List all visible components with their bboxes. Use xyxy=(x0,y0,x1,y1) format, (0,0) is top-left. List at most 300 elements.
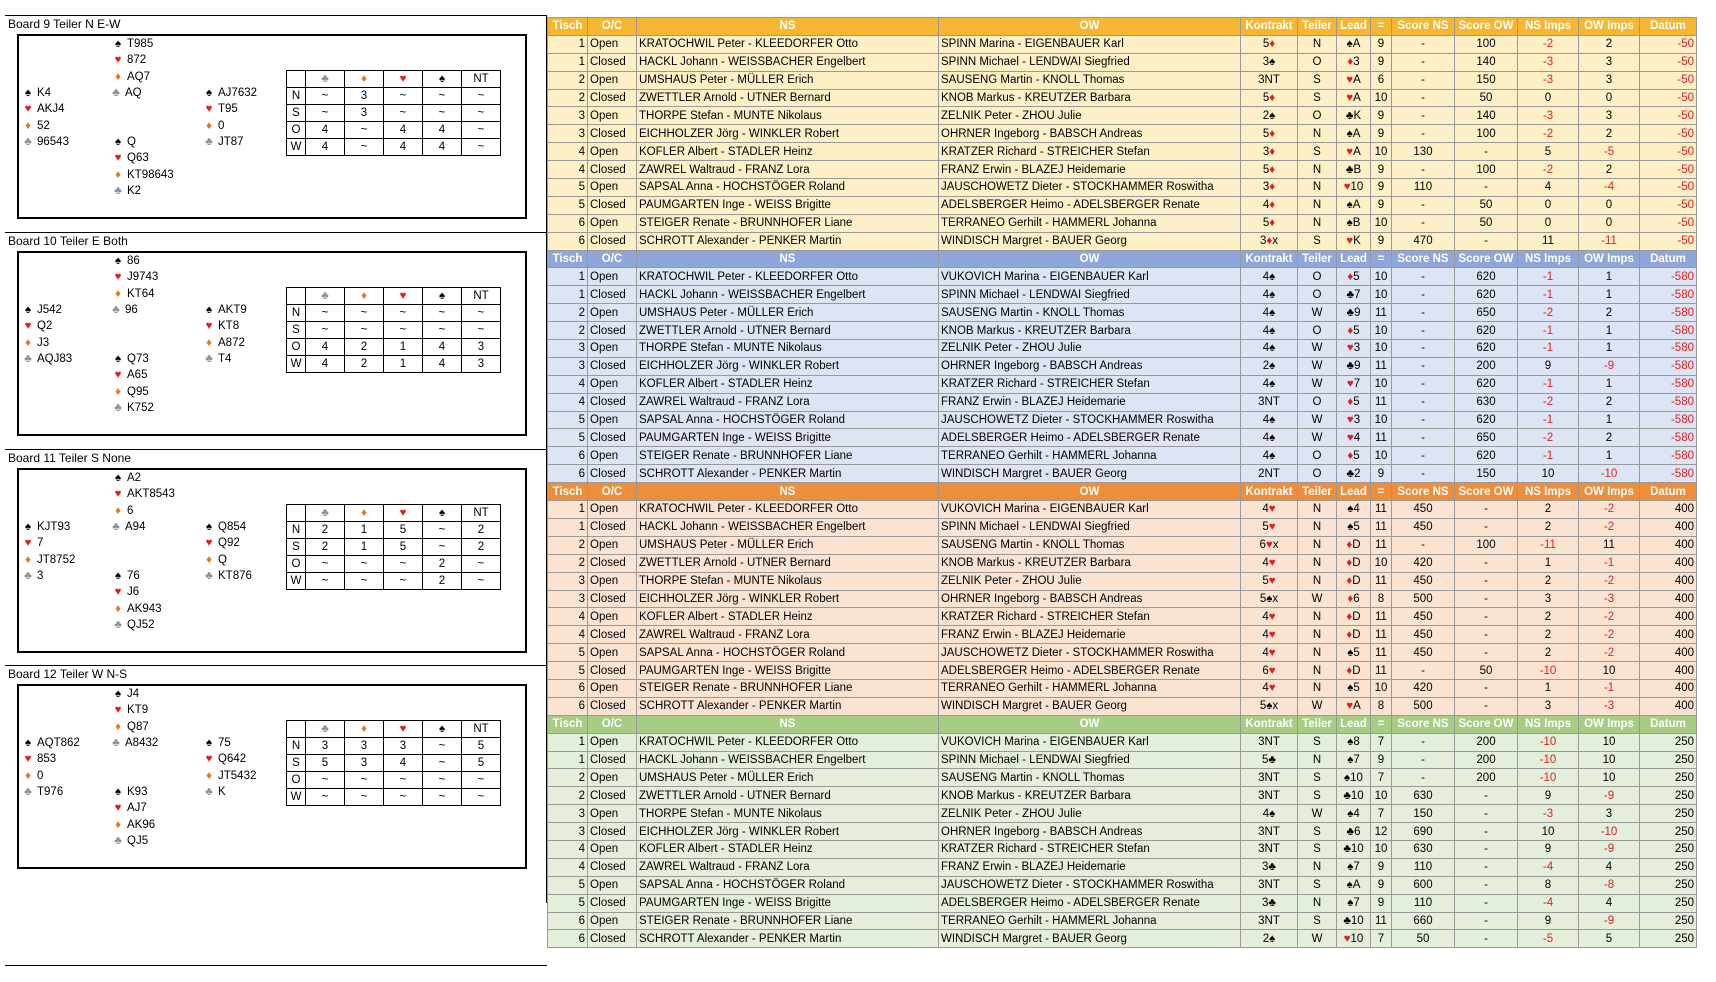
tricks-cell: ~ xyxy=(345,322,384,339)
tricks-cell: 5 xyxy=(306,755,345,772)
datum-cell: -50 xyxy=(1640,71,1697,89)
hand-west-clubs xyxy=(19,351,72,367)
tisch-cell: 1 xyxy=(548,751,588,769)
hand-east xyxy=(200,302,247,367)
ow-pair-cell: WINDISCH Margret - BAUER Georg xyxy=(939,930,1241,948)
tricks-cell: 7 xyxy=(1371,805,1392,823)
tisch-cell: 2 xyxy=(548,322,588,340)
board-diagram xyxy=(5,15,547,253)
score-ow-cell: - xyxy=(1455,501,1518,519)
oc-cell: Closed xyxy=(588,858,637,876)
dealer-cell: N xyxy=(1298,179,1337,197)
hand-east-spades xyxy=(200,735,256,751)
oc-cell: Open xyxy=(588,572,637,590)
datum-cell: -50 xyxy=(1640,143,1697,161)
lead-cell: ♥10 xyxy=(1337,930,1371,948)
heart-icon: ♥ xyxy=(114,488,122,501)
ns-pair-cell: ZWETTLER Arnold - UTNER Bernard xyxy=(637,787,939,805)
column-header: OW xyxy=(939,715,1241,733)
contract-cell: 2♠ xyxy=(1241,107,1298,125)
tisch-cell: 6 xyxy=(548,447,588,465)
hand-east xyxy=(200,735,256,800)
table-row xyxy=(548,518,1697,536)
table-row xyxy=(548,769,1697,787)
tricks-cell: ~ xyxy=(306,322,345,339)
ns-imps-cell: -10 xyxy=(1518,769,1579,787)
ow-pair-cell: TERRANEO Gerhilt - HAMMERL Johanna xyxy=(939,679,1241,697)
dealer-cell: W xyxy=(1298,697,1337,715)
diamond-icon: ♦ xyxy=(206,769,212,782)
ns-imps-cell: 8 xyxy=(1518,876,1579,894)
datum-cell: -580 xyxy=(1640,429,1697,447)
ns-pair-cell: STEIGER Renate - BRUNNHOFER Liane xyxy=(637,679,939,697)
table-row xyxy=(548,268,1697,286)
dealer-cell: W xyxy=(1298,590,1337,608)
tricks-cell: 11 xyxy=(1371,357,1392,375)
oc-cell: Open xyxy=(588,411,637,429)
ns-imps-cell: -3 xyxy=(1518,805,1579,823)
tricks-row xyxy=(287,573,501,590)
oc-cell: Closed xyxy=(588,232,637,250)
ns-imps-cell: -1 xyxy=(1518,375,1579,393)
card-holding: Q63 xyxy=(127,152,149,165)
strain-header: ♣ xyxy=(306,721,345,738)
corner-cell xyxy=(287,505,306,522)
heart-icon: ♥ xyxy=(24,320,32,333)
datum-cell: 400 xyxy=(1640,608,1697,626)
column-header: O/C xyxy=(588,483,637,501)
hand-west xyxy=(19,302,72,367)
card-holding: A872 xyxy=(218,336,245,349)
ns-imps-cell: 2 xyxy=(1518,518,1579,536)
lead-cell: ♠5 xyxy=(1337,644,1371,662)
hand-north-hearts xyxy=(109,702,158,718)
ow-imps-cell: -2 xyxy=(1579,644,1640,662)
dealer-cell: N xyxy=(1298,125,1337,143)
score-ns-cell: - xyxy=(1392,751,1455,769)
ns-pair-cell: KRATOCHWIL Peter - KLEEDORFER Otto xyxy=(637,733,939,751)
datum-cell: 250 xyxy=(1640,876,1697,894)
lead-cell: ♥A xyxy=(1337,697,1371,715)
seat-label: O xyxy=(287,339,306,356)
column-header: Lead xyxy=(1337,483,1371,501)
datum-cell: -50 xyxy=(1640,232,1697,250)
score-ow-cell: 100 xyxy=(1455,35,1518,53)
ow-pair-cell: JAUSCHOWETZ Dieter - STOCKHAMMER Roswitha xyxy=(939,179,1241,197)
contract-cell: 4♠ xyxy=(1241,375,1298,393)
score-ow-cell: - xyxy=(1455,858,1518,876)
ow-imps-cell: -9 xyxy=(1579,357,1640,375)
ns-imps-cell: -3 xyxy=(1518,107,1579,125)
tricks-cell: 5 xyxy=(384,522,423,539)
column-header: NS xyxy=(637,18,939,36)
contract-cell: 4♠ xyxy=(1241,304,1298,322)
tricks-cell: ~ xyxy=(345,772,384,789)
contract-cell: 4♥ xyxy=(1241,679,1298,697)
dealer-cell: O xyxy=(1298,286,1337,304)
hand-north-diamonds xyxy=(109,719,158,735)
hand-east-hearts xyxy=(200,535,252,551)
contract-cell: 4♥ xyxy=(1241,626,1298,644)
score-ns-cell: - xyxy=(1392,465,1455,483)
hand-east-diamonds xyxy=(200,335,247,351)
spade-icon: ♠ xyxy=(24,304,32,316)
club-icon: ♣ xyxy=(205,352,213,365)
contract-cell: 4♠ xyxy=(1241,411,1298,429)
hand-south-spades xyxy=(109,784,155,800)
seat-label: W xyxy=(287,356,306,373)
lead-cell: ♠A xyxy=(1337,876,1371,894)
hand-east-hearts xyxy=(200,318,247,334)
datum-cell: -580 xyxy=(1640,465,1697,483)
tricks-cell: 4 xyxy=(423,139,462,156)
ow-imps-cell: 1 xyxy=(1579,375,1640,393)
tricks-cell: 9 xyxy=(1371,161,1392,179)
double-dummy-table xyxy=(286,70,501,156)
tricks-cell: 9 xyxy=(1371,35,1392,53)
tricks-cell: ~ xyxy=(423,522,462,539)
score-ns-cell: 450 xyxy=(1392,572,1455,590)
tisch-cell: 3 xyxy=(548,805,588,823)
hand-east-spades xyxy=(200,302,247,318)
tricks-cell: 10 xyxy=(1371,214,1392,232)
column-header: Lead xyxy=(1337,18,1371,36)
tricks-cell: 2 xyxy=(462,522,501,539)
hand-north xyxy=(109,470,175,535)
tricks-cell: ~ xyxy=(306,105,345,122)
oc-cell: Open xyxy=(588,214,637,232)
oc-cell: Closed xyxy=(588,894,637,912)
ns-pair-cell: SAPSAL Anna - HOCHSTÖGER Roland xyxy=(637,644,939,662)
lead-cell: ♣9 xyxy=(1337,357,1371,375)
oc-cell: Open xyxy=(588,840,637,858)
ns-imps-cell: -4 xyxy=(1518,894,1579,912)
tricks-cell: ~ xyxy=(462,789,501,806)
hand-south-diamonds xyxy=(109,167,174,183)
tisch-cell: 5 xyxy=(548,876,588,894)
lead-cell: ♣2 xyxy=(1337,465,1371,483)
ns-pair-cell: UMSHAUS Peter - MÜLLER Erich xyxy=(637,769,939,787)
score-ow-cell: - xyxy=(1455,930,1518,948)
ow-pair-cell: ZELNIK Peter - ZHOU Julie xyxy=(939,107,1241,125)
ow-imps-cell: 10 xyxy=(1579,769,1640,787)
tisch-cell: 5 xyxy=(548,894,588,912)
ns-imps-cell: -1 xyxy=(1518,322,1579,340)
tricks-row xyxy=(287,539,501,556)
hand-west-spades xyxy=(19,85,69,101)
table-row xyxy=(548,107,1697,125)
tricks-cell: 7 xyxy=(1371,733,1392,751)
hand-south-clubs xyxy=(109,617,162,633)
hand-east-clubs xyxy=(200,568,252,584)
oc-cell: Closed xyxy=(588,590,637,608)
tisch-cell: 5 xyxy=(548,662,588,680)
oc-cell: Open xyxy=(588,340,637,358)
ow-imps-cell: -9 xyxy=(1579,912,1640,930)
contract-cell: 5♦ xyxy=(1241,214,1298,232)
board-diagram xyxy=(5,449,547,687)
ow-pair-cell: SAUSENG Martin - KNOLL Thomas xyxy=(939,304,1241,322)
lead-cell: ♦5 xyxy=(1337,268,1371,286)
tricks-cell: ~ xyxy=(423,322,462,339)
oc-cell: Open xyxy=(588,679,637,697)
card-holding: AQ7 xyxy=(127,70,151,83)
strain-header: ♠ xyxy=(423,721,462,738)
tricks-cell: 11 xyxy=(1371,304,1392,322)
ns-pair-cell: EICHHOLZER Jörg - WINKLER Robert xyxy=(637,823,939,841)
tricks-cell: ~ xyxy=(423,305,462,322)
ow-pair-cell: WINDISCH Margret - BAUER Georg xyxy=(939,232,1241,250)
oc-cell: Open xyxy=(588,35,637,53)
ow-imps-cell: 10 xyxy=(1579,662,1640,680)
lead-cell: ♠7 xyxy=(1337,751,1371,769)
tricks-cell: ~ xyxy=(345,122,384,139)
card-holding: J542 xyxy=(37,304,62,316)
score-ow-cell: - xyxy=(1455,840,1518,858)
column-header: Datum xyxy=(1640,18,1697,36)
ns-pair-cell: KRATOCHWIL Peter - KLEEDORFER Otto xyxy=(637,35,939,53)
card-holding: A94 xyxy=(125,520,146,533)
tricks-cell: 3 xyxy=(345,738,384,755)
strain-header: ♦ xyxy=(345,288,384,305)
tricks-row xyxy=(287,122,501,139)
spade-icon: ♠ xyxy=(114,255,122,267)
spade-icon: ♠ xyxy=(24,87,32,99)
hand-north-diamonds xyxy=(109,503,175,519)
ns-imps-cell: 3 xyxy=(1518,590,1579,608)
tricks-cell: 7 xyxy=(1371,769,1392,787)
tisch-cell: 6 xyxy=(548,697,588,715)
tricks-cell: 9 xyxy=(1371,858,1392,876)
tricks-row xyxy=(287,738,501,755)
diamond-icon: ♦ xyxy=(115,287,121,300)
dealer-cell: N xyxy=(1298,214,1337,232)
hand-south-hearts xyxy=(109,800,155,816)
score-ow-cell: 620 xyxy=(1455,286,1518,304)
ow-imps-cell: -1 xyxy=(1579,554,1640,572)
lead-cell: ♥A xyxy=(1337,89,1371,107)
column-header: Kontrakt xyxy=(1241,18,1298,36)
ow-pair-cell: OHRNER Ingeborg - BABSCH Andreas xyxy=(939,357,1241,375)
strain-header: ♥ xyxy=(384,721,423,738)
contract-cell: 3NT xyxy=(1241,769,1298,787)
score-ow-cell: 620 xyxy=(1455,375,1518,393)
table-row xyxy=(548,214,1697,232)
card-holding: K752 xyxy=(127,401,154,414)
ow-imps-cell: 1 xyxy=(1579,286,1640,304)
tricks-cell: 2 xyxy=(462,539,501,556)
score-ow-cell: - xyxy=(1455,572,1518,590)
score-ns-cell: - xyxy=(1392,107,1455,125)
datum-cell: -50 xyxy=(1640,89,1697,107)
tisch-cell: 6 xyxy=(548,679,588,697)
card-holding: KT8 xyxy=(218,320,240,333)
dealer-cell: N xyxy=(1298,554,1337,572)
hand-east-spades xyxy=(200,85,257,101)
tricks-row xyxy=(287,139,501,156)
table-row xyxy=(548,536,1697,554)
tricks-cell: 11 xyxy=(1371,662,1392,680)
tisch-cell: 3 xyxy=(548,340,588,358)
tricks-row xyxy=(287,772,501,789)
ns-pair-cell: ZWETTLER Arnold - UTNER Bernard xyxy=(637,89,939,107)
tricks-cell: 10 xyxy=(1371,89,1392,107)
contract-cell: 4♥ xyxy=(1241,501,1298,519)
card-holding: AJ7 xyxy=(127,802,147,815)
score-ns-cell: - xyxy=(1392,393,1455,411)
tisch-cell: 2 xyxy=(548,787,588,805)
tricks-cell: 4 xyxy=(423,122,462,139)
spade-icon: ♠ xyxy=(205,521,213,533)
dealer-cell: W xyxy=(1298,930,1337,948)
lead-cell: ♦3 xyxy=(1337,53,1371,71)
ns-imps-cell: -1 xyxy=(1518,286,1579,304)
hand-west xyxy=(19,85,69,150)
tricks-row xyxy=(287,556,501,573)
score-ow-cell: - xyxy=(1455,143,1518,161)
tricks-cell: 1 xyxy=(345,522,384,539)
ns-pair-cell: ZWETTLER Arnold - UTNER Bernard xyxy=(637,554,939,572)
oc-cell: Closed xyxy=(588,787,637,805)
column-header: Score NS xyxy=(1392,715,1455,733)
seat-label: N xyxy=(287,88,306,105)
board-title: Board 11 Teiler S None xyxy=(8,451,131,465)
club-icon: ♣ xyxy=(24,785,32,798)
datum-cell: 400 xyxy=(1640,554,1697,572)
tisch-cell: 1 xyxy=(548,53,588,71)
oc-cell: Closed xyxy=(588,196,637,214)
ns-imps-cell: -2 xyxy=(1518,429,1579,447)
hand-east-diamonds xyxy=(200,552,252,568)
ns-imps-cell: 2 xyxy=(1518,501,1579,519)
ns-pair-cell: SCHROTT Alexander - PENKER Martin xyxy=(637,697,939,715)
tricks-cell: 9 xyxy=(1371,107,1392,125)
tricks-cell: ~ xyxy=(384,556,423,573)
seat-label: S xyxy=(287,539,306,556)
strain-header: NT xyxy=(462,71,501,88)
datum-cell: -580 xyxy=(1640,286,1697,304)
oc-cell: Open xyxy=(588,447,637,465)
diamond-icon: ♦ xyxy=(115,720,121,733)
lead-cell: ♥3 xyxy=(1337,411,1371,429)
ow-pair-cell: SPINN Michael - LENDWAI Siegfried xyxy=(939,518,1241,536)
table-row xyxy=(548,179,1697,197)
column-header: Score NS xyxy=(1392,483,1455,501)
column-header: Score NS xyxy=(1392,18,1455,36)
tricks-cell: ~ xyxy=(462,556,501,573)
score-ow-cell: - xyxy=(1455,644,1518,662)
contract-cell: 4♠ xyxy=(1241,340,1298,358)
card-holding: JT8752 xyxy=(37,553,76,566)
dealer-cell: O xyxy=(1298,447,1337,465)
datum-cell: 400 xyxy=(1640,626,1697,644)
heart-icon: ♥ xyxy=(114,271,122,284)
hand-west-hearts xyxy=(19,535,75,551)
tisch-cell: 3 xyxy=(548,125,588,143)
tisch-cell: 2 xyxy=(548,769,588,787)
strain-header: ♠ xyxy=(423,288,462,305)
hand-east-hearts xyxy=(200,101,257,117)
ns-pair-cell: UMSHAUS Peter - MÜLLER Erich xyxy=(637,536,939,554)
card-holding: AKT8543 xyxy=(127,488,175,501)
ow-imps-cell: -10 xyxy=(1579,465,1640,483)
ns-imps-cell: 2 xyxy=(1518,608,1579,626)
contract-cell: 5♥ xyxy=(1241,518,1298,536)
card-holding: AQT862 xyxy=(37,737,80,749)
tricks-cell: ~ xyxy=(462,322,501,339)
ow-imps-cell: 3 xyxy=(1579,53,1640,71)
oc-cell: Open xyxy=(588,143,637,161)
spade-icon: ♠ xyxy=(114,38,122,50)
tricks-cell: 3 xyxy=(462,339,501,356)
contract-cell: 3NT xyxy=(1241,912,1298,930)
card-holding: 0 xyxy=(218,119,225,132)
tricks-row xyxy=(287,322,501,339)
ns-pair-cell: ZAWREL Waltraud - FRANZ Lora xyxy=(637,626,939,644)
tricks-cell: 8 xyxy=(1371,590,1392,608)
oc-cell: Open xyxy=(588,876,637,894)
diamond-icon: ♦ xyxy=(115,504,121,517)
hand-west-clubs xyxy=(19,568,75,584)
card-holding: K xyxy=(218,785,226,798)
tricks-cell: ~ xyxy=(345,573,384,590)
contract-cell: 3♦ xyxy=(1241,179,1298,197)
dealer-cell: W xyxy=(1298,304,1337,322)
hand-south-clubs xyxy=(109,400,154,416)
contract-cell: 3♦x xyxy=(1241,232,1298,250)
lead-cell: ♦5 xyxy=(1337,322,1371,340)
ns-pair-cell: KOFLER Albert - STADLER Heinz xyxy=(637,840,939,858)
ow-imps-cell: 2 xyxy=(1579,125,1640,143)
hand-south-hearts xyxy=(109,367,154,383)
dealer-cell: W xyxy=(1298,357,1337,375)
column-header: = xyxy=(1371,483,1392,501)
tricks-cell: 10 xyxy=(1371,322,1392,340)
oc-cell: Open xyxy=(588,107,637,125)
table-row xyxy=(548,644,1697,662)
column-header: Datum xyxy=(1640,715,1697,733)
hand-north-spades xyxy=(109,470,175,486)
score-ow-cell: 100 xyxy=(1455,125,1518,143)
lead-cell: ♠4 xyxy=(1337,805,1371,823)
ow-pair-cell: FRANZ Erwin - BLAZEJ Heidemarie xyxy=(939,626,1241,644)
table-row xyxy=(548,340,1697,358)
tisch-cell: 4 xyxy=(548,608,588,626)
lead-cell: ♠A xyxy=(1337,125,1371,143)
table-row xyxy=(548,71,1697,89)
oc-cell: Closed xyxy=(588,823,637,841)
card-holding: Q2 xyxy=(37,320,53,333)
table-row xyxy=(548,143,1697,161)
contract-cell: 3NT xyxy=(1241,876,1298,894)
lead-cell: ♥10 xyxy=(1337,179,1371,197)
table-row xyxy=(548,751,1697,769)
dealer-cell: S xyxy=(1298,71,1337,89)
ns-pair-cell: SAPSAL Anna - HOCHSTÖGER Roland xyxy=(637,876,939,894)
dealer-cell: N xyxy=(1298,161,1337,179)
dealer-cell: S xyxy=(1298,912,1337,930)
ns-imps-cell: -1 xyxy=(1518,340,1579,358)
tricks-cell: 4 xyxy=(384,139,423,156)
dealer-cell: W xyxy=(1298,375,1337,393)
card-holding: 96 xyxy=(125,303,138,316)
lead-cell: ♣10 xyxy=(1337,787,1371,805)
tricks-cell: 12 xyxy=(1371,823,1392,841)
ow-pair-cell: JAUSCHOWETZ Dieter - STOCKHAMMER Roswitha xyxy=(939,876,1241,894)
hand-north xyxy=(109,686,158,751)
strain-header: ♣ xyxy=(306,288,345,305)
contract-cell: 3NT xyxy=(1241,787,1298,805)
